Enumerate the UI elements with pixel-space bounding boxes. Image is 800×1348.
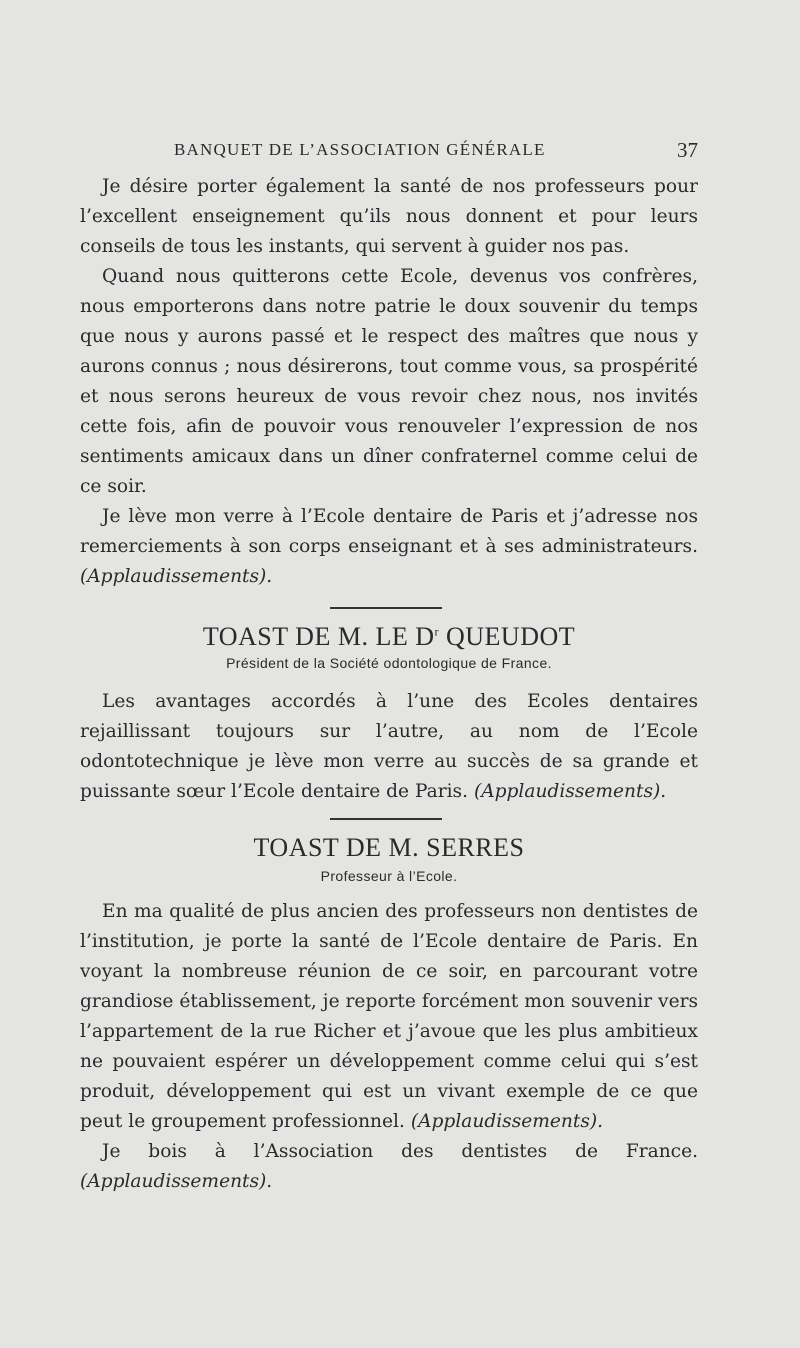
paragraph: En ma qualité de plus ancien des professeurs non dentistes de l’institution, je porte la santé de l’Ecole dentaire de Paris. En voyant la nombreuse réunion de ce soir, en parcourant votre grandiose établissement, je reporte forcément mon souvenir vers l’appartement de la rue Richer et j’avoue que les plus ambitieux ne pouvaient espérer un développement comme celui qui s’est produit, développement qui est un vivant exemple de ce que peut le groupement professionnel. (Applaudissements). — [80, 901, 698, 1132]
section-divider — [330, 818, 442, 820]
running-header — [80, 138, 698, 168]
paragraph: Les avantages accordés à l’une des Ecoles dentaires rejaillissant toujours sur l’autre, au nom de l’Ecole odontotechnique je lève mon verre au succès de sa grande et puissante sœur l’Ecole dentaire de Paris. (Applaudissements). — [80, 691, 698, 802]
applause-note: (Applaudissements). — [410, 1111, 604, 1132]
toast-queudot-text — [80, 687, 698, 807]
toast-serres-text — [80, 897, 698, 1197]
paragraph: Je désire porter également la santé de nos professeurs pour l’excellent enseignement qu’ils nous donnent et pour leurs conseils de tous les instants, qui servent à guider nos pas. — [80, 176, 698, 257]
toast-serres-subtitle: Professeur à l’Ecole. — [320, 868, 458, 884]
section-divider — [330, 607, 442, 609]
paragraph: Je lève mon verre à l’Ecole dentaire de Paris et j’adresse nos remerciements à son corps enseignant et à ses administrateurs. (Applaudissements). — [80, 506, 698, 587]
applause-note: (Applaudissements). — [80, 1171, 273, 1192]
page-number: 37 — [677, 138, 698, 162]
toast-queudot-subtitle: Président de la Société odontologique de France. — [226, 655, 552, 671]
running-title: BANQUET DE L’ASSOCIATION GÉNÉRALE — [174, 140, 546, 159]
section-intro — [80, 172, 698, 592]
paragraph: Je bois à l’Association des dentistes de France. (Applaudissements). — [80, 1141, 698, 1192]
applause-note: (Applaudissements). — [473, 781, 667, 802]
applause-note: (Applaudissements). — [80, 566, 273, 587]
toast-serres-heading: TOAST DE M. SERRES — [253, 833, 525, 862]
toast-queudot-heading: TOAST DE M. LE $D^r$ QUEUDOT — [202, 622, 576, 651]
paragraph: Quand nous quitterons cette Ecole, devenus vos confrères, nous emporterons dans notre patrie le doux souvenir du temps que nous y aurons passé et le respect des maîtres que nous y aurons connus ; nous désirerons, tout comme vous, sa prospérité et nous serons heureux de vous revoir chez nous, nos invités cette fois, afin de pouvoir vous renouveler l’expression de nos sentiments amicaux dans un dîner confraternel comme celui de ce soir. — [80, 266, 698, 497]
